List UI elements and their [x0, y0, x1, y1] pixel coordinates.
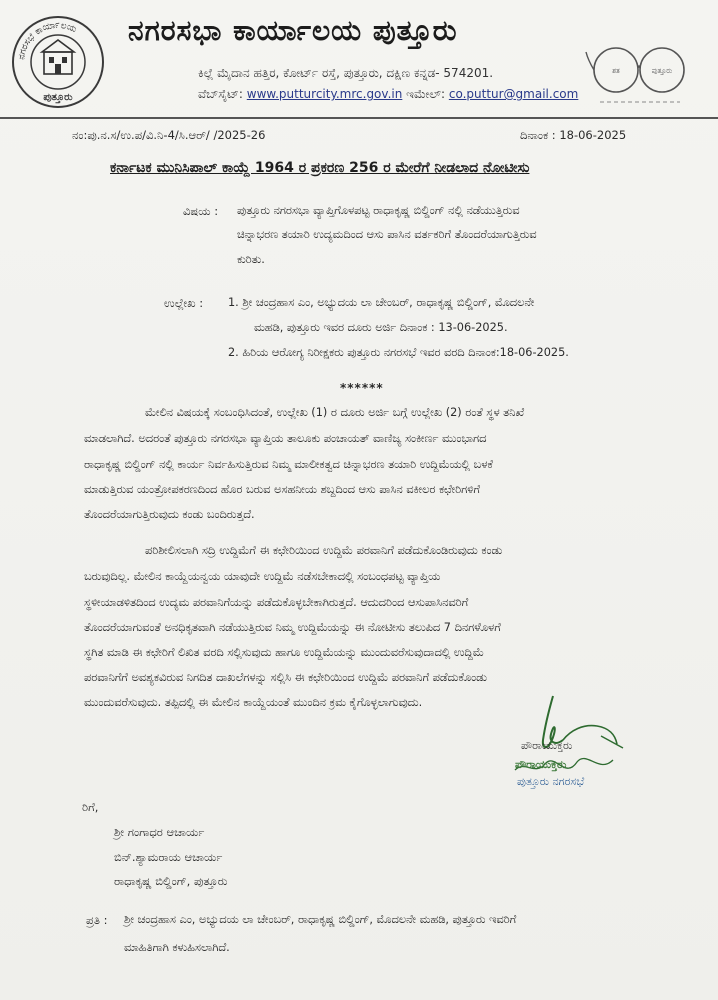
website-label: ವೆಬ್‌ಸೈಟ್:	[198, 87, 243, 101]
svg-text:ಪುತ್ತೂರು: ಪುತ್ತೂರು	[43, 92, 73, 103]
reference-label: ಉಲ್ಲೇಖ :	[164, 296, 204, 310]
paragraph1-line: ತೊಂದರೆಯಾಗುತ್ತಿರುವುದು ಕಂಡು ಬಂದಿರುತ್ತದೆ.	[84, 508, 255, 521]
paragraph2-line: ಮುಂದುವರೆಸುವುದು. ತಪ್ಪಿದಲ್ಲಿ ಈ ಮೇಲಿನ ಕಾಯ್ದೆಯಂತೆ ಮುಂದಿನ ಕ್ರಮ ಕೈಗೊಳ್ಳಲಾಗುವುದು.	[84, 696, 423, 709]
official-stamp-line: ಪುತ್ತೂರು ನಗರಸಭೆ	[517, 775, 585, 788]
email-label: ಇಮೇಲ್:	[406, 87, 446, 101]
paragraph2-line: ಪರಿಶೀಲಿಸಲಾಗಿ ಸದ್ರಿ ಉದ್ದಿಮೆಗೆ ಈ ಕಛೇರಿಯಿಂದ ಉದ್ದಿಮೆ ಪರವಾನಿಗೆ ಪಡೆದುಕೊಂಡಿರುವುದು ಕಂಡು	[145, 544, 503, 557]
contact-line	[198, 87, 578, 102]
copy-to-line: ಮಾಹಿತಿಗಾಗಿ ಕಳುಹಿಸಲಾಗಿದೆ.	[124, 941, 230, 954]
svg-text:ನಗರಸಭೆ ಕಾರ್ಯಾಲಯ: ನಗರಸಭೆ ಕಾರ್ಯಾಲಯ	[17, 20, 78, 61]
recipient-line: ರಾಧಾಕೃಷ್ಣ ಬಿಲ್ಡಿಂಗ್, ಪುತ್ತೂರು	[114, 874, 228, 888]
website-link[interactable]: www.putturcity.mrc.gov.in	[246, 87, 403, 101]
swachh-emblem-logo	[584, 40, 694, 108]
municipal-seal-logo	[10, 14, 106, 110]
header-rule	[0, 117, 718, 119]
paragraph1-line: ಮೇಲಿನ ವಿಷಯಕ್ಕೆ ಸಂಬಂಧಿಸಿದಂತೆ, ಉಲ್ಲೇಖ (1) ರ ದೂರು ಅರ್ಜಿ ಬಗ್ಗೆ ಉಲ್ಲೇಖ (2) ರಂತೆ ಸ್ಥಳ ತನಿಖೆ	[145, 406, 525, 419]
recipient-line: ಬಿನ್.ಶ್ಯಾಮರಾಯ ಆಚಾರ್ಯ	[114, 850, 223, 864]
recipient-line: ಶ್ರೀ ಗಂಗಾಧರ ಆಚಾರ್ಯ	[114, 825, 205, 839]
reference-line: ಮಹಡಿ, ಪುತ್ತೂರು ಇವರ ದೂರು ಅರ್ಜಿ ದಿನಾಂಕ : 13-06-2025.	[254, 321, 508, 334]
org-title: ನಗರಸಭಾ ಕಾರ್ಯಾಲಯ ಪುತ್ತೂರು	[128, 14, 458, 47]
paragraph2-line: ಪರವಾನಿಗೆಗೆ ಅವಶ್ಯಕವಿರುವ ನಿಗದಿತ ದಾಖಲೆಗಳನ್ನು ಸಲ್ಲಿಸಿ ಈ ಕಛೇರಿಯಿಂದ ಉದ್ದಿಮೆ ಪರವಾನಿಗೆ ಪಡೆದುಕೊಂಡು	[84, 671, 487, 684]
paragraph2-line: ಬರುವುದಿಲ್ಲ. ಮೇಲಿನ ಕಾಯ್ದೆಯನ್ವಯ ಯಾವುದೇ ಉದ್ದಿಮೆ ನಡೆಸಬೇಕಾದಲ್ಲಿ ಸಂಬಂಧಪಟ್ಟ ವ್ಯಾಪ್ತಿಯ	[84, 570, 441, 583]
svg-text:ಶತ: ಶತ	[612, 67, 620, 75]
signatory-title: ಪೌರಾಯುಕ್ತರು	[521, 739, 573, 752]
notice-date: ದಿನಾಂಕ : 18-06-2025	[520, 128, 627, 142]
subject-line: ಚಿನ್ನಾಭರಣ ತಯಾರಿ ಉದ್ಯಮದಿಂದ ಆಸು ಪಾಸಿನ ವರ್ತಕರಿಗೆ ತೊಂದರೆಯಾಗುತ್ತಿರುವ	[237, 228, 537, 241]
svg-text:ಪುತ್ತೂರು: ಪುತ್ತೂರು	[651, 67, 673, 75]
recipient-label: ರಿಗೆ,	[82, 800, 99, 814]
subject-line: ಕುರಿತು.	[237, 253, 265, 266]
reference-number: ನಂ:ಪು.ನ.ಸ/ಉ.ಪ/ವಿ.ನಿ-4/ಸಿ.ಆರ್/ /2025-26	[72, 128, 266, 142]
paragraph2-line: ಸ್ಥಳೀಯಾಡಳಿತದಿಂದ ಉದ್ಯಮ ಪರವಾನಿಗೆಯನ್ನು ಪಡೆದುಕೊಳ್ಳಬೇಕಾಗಿರುತ್ತದೆ. ಆದುದರಿಂದ ಆಸುಪಾಸಿನವರಿಗೆ	[84, 596, 469, 609]
paragraph1-line: ಮಾಡಲಾಗಿದೆ. ಅದರಂತೆ ಪುತ್ತೂರು ನಗರಸಭಾ ವ್ಯಾಪ್ತಿಯ ತಾಲೂಕು ಪಂಚಾಯತ್ ವಾಣಿಜ್ಯ ಸಂಕೀರ್ಣ ಮುಂಭಾಗದ	[84, 432, 487, 445]
official-stamp-line: ಪೌರಾಯುಕ್ತರು	[515, 758, 567, 771]
notice-heading: ಕರ್ನಾಟಕ ಮುನಿಸಿಪಾಲ್ ಕಾಯ್ದೆ 1964 ರ ಪ್ರಕರಣ 256 ರ ಮೇರೆಗೆ ನೀಡಲಾದ ನೋಟೀಸು	[110, 160, 530, 176]
subject-line: ಪುತ್ತೂರು ನಗರಸಭಾ ವ್ಯಾಪ್ತಿಗೊಳಪಟ್ಟ ರಾಧಾಕೃಷ್ಣ ಬಿಲ್ಡಿಂಗ್ ನಲ್ಲಿ ನಡೆಯುತ್ತಿರುವ	[237, 204, 520, 217]
paragraph2-line: ತೊಂದರೆಯಾಗುವಂತೆ ಅನಧಿಕೃತವಾಗಿ ನಡೆಯುತ್ತಿರುವ ನಿಮ್ಮ ಉದ್ದಿಮೆಯನ್ನು ಈ ನೋಟೀಸು ತಲುಪಿದ 7 ದಿನಗಳೊಳಗೆ	[84, 621, 501, 634]
section-separator: ******	[340, 381, 384, 395]
office-address: ಕಿಲ್ಲೆ ಮೈದಾನ ಹತ್ತಿರ, ಕೋರ್ಟ್ ರಸ್ತೆ, ಪುತ್ತೂರು, ದಕ್ಷಿಣ ಕನ್ನಡ- 574201.	[198, 66, 494, 80]
reference-line: 2. ಹಿರಿಯ ಆರೋಗ್ಯ ನಿರೀಕ್ಷಕರು ಪುತ್ತೂರು ನಗರಸಭೆ ಇವರ ವರದಿ ದಿನಾಂಕ:18-06-2025.	[228, 346, 569, 359]
reference-line: 1. ಶ್ರೀ ಚಂದ್ರಹಾಸ ಎಂ, ಅಭ್ಯುದಯ ಲಾ ಚೇಂಬರ್, ರಾಧಾಕೃಷ್ಣ ಬಿಲ್ಡಿಂಗ್, ಮೊದಲನೇ	[228, 296, 535, 309]
paragraph1-line: ಮಾಡುತ್ತಿರುವ ಯಂತ್ರೋಪಕರಣದಿಂದ ಹೊರ ಬರುವ ಅಸಹನೀಯ ಶಬ್ದದಿಂದ ಆಸು ಪಾಸಿನ ವಕೀಲರ ಕಛೇರಿಗಳಿಗೆ	[84, 483, 480, 496]
copy-to-line: ಶ್ರೀ ಚಂದ್ರಹಾಸ ಎಂ, ಅಭ್ಯುದಯ ಲಾ ಚೇಂಬರ್, ರಾಧಾಕೃಷ್ಣ ಬಿಲ್ಡಿಂಗ್, ಮೊದಲನೇ ಮಹಡಿ, ಪುತ್ತೂರು ಇವರಿಗೆ	[124, 913, 517, 926]
paragraph2-line: ಸ್ಥಗಿತ ಮಾಡಿ ಈ ಕಛೇರಿಗೆ ಲಿಖಿತ ವರದಿ ಸಲ್ಲಿಸುವುದು ಹಾಗೂ ಉದ್ದಿಮೆಯನ್ನು ಮುಂದುವರೆಸುವುದಾದಲ್ಲಿ ಉದ್ದಿಮೆ	[84, 646, 484, 659]
copy-to-label: ಪ್ರತಿ :	[86, 913, 108, 927]
subject-label: ವಿಷಯ :	[183, 204, 219, 218]
paragraph1-line: ರಾಧಾಕೃಷ್ಣ ಬಿಲ್ಡಿಂಗ್ ನಲ್ಲಿ ಕಾರ್ಯ ನಿರ್ವಹಿಸುತ್ತಿರುವ ನಿಮ್ಮ ಮಾಲೀಕತ್ವದ ಚಿನ್ನಾಭರಣ ತಯಾರಿ ಉದ್ದಿಮೆಯಲ್ಲಿ ಬಳಕೆ	[84, 458, 493, 471]
email-link[interactable]: co.puttur@gmail.com	[448, 87, 579, 101]
